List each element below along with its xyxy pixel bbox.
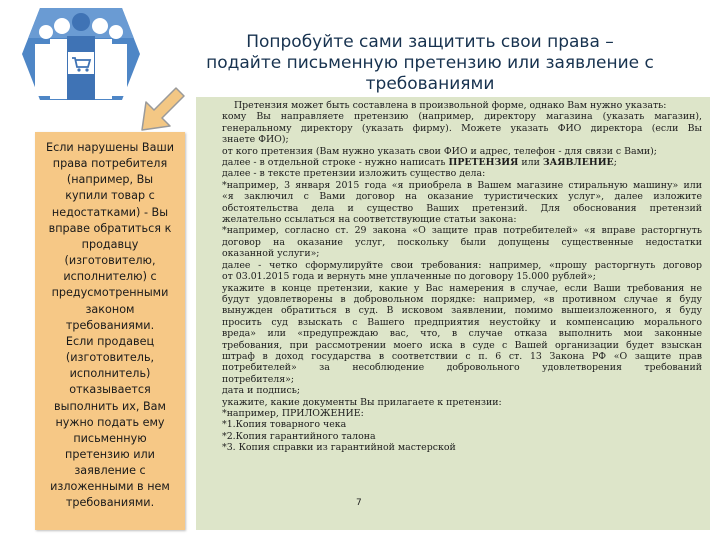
text-line: далее - четко сформулируйте свои требования: например, «прошу расторгнуть договор <box>222 259 702 271</box>
consumer-rights-info-box <box>35 132 185 530</box>
info-line: письменную <box>73 431 147 445</box>
text-line: кому Вы направляете претензию (например, директору магазина (указать магазин), <box>222 111 702 123</box>
info-line: продавцу <box>81 237 139 251</box>
info-line: законом <box>85 302 135 316</box>
text-line: от кого претензия (Вам нужно указать свои ФИО и адрес, телефон - для связи с Вами); <box>222 145 657 157</box>
info-line: вправе обратиться к <box>48 221 172 235</box>
text-line: потребителя»; <box>222 373 295 385</box>
info-line: (изготовитель, <box>65 351 155 365</box>
info-line: заявление с <box>74 464 146 478</box>
info-line: исполнителю) с <box>63 270 157 284</box>
title-line-3: требованиями <box>365 74 495 94</box>
info-line: нужно подать ему <box>55 415 165 429</box>
title-line-1: Попробуйте сами защитить свои права – <box>246 32 614 52</box>
text-line: *3. Копия справки из гарантийной мастерской <box>222 442 456 454</box>
claim-keyword: ПРЕТЕНЗИЯ <box>448 157 519 169</box>
text-line: вреда» или «предупреждаю вас, что, в случае отказа выполнить мои законные <box>222 328 702 340</box>
text-line: желательно ссылаться на соответствующие статьи закона: <box>222 214 517 226</box>
text-line: *например, ПРИЛОЖЕНИЕ: <box>222 407 364 419</box>
text-line: далее - в тексте претензии изложить существо дела: <box>222 168 486 180</box>
text-line: укажите в конце претензии, какие у Вас намерения в случае, если Ваши требования не <box>222 282 702 294</box>
text-line: знаете ФИО); <box>222 134 289 146</box>
text-line: потребителей» за несоблюдение добровольного удовлетворения требований <box>222 362 702 374</box>
info-line: права потребителя <box>52 157 168 171</box>
arrow-down-left-icon <box>136 84 188 136</box>
text-line: оказанной услуги»; <box>222 248 320 260</box>
text-line: будут удовлетворены в добровольном порядке: например, «в противном случае я буду <box>222 293 702 305</box>
claim-instructions-box <box>196 97 710 530</box>
info-line: отказывается <box>69 383 151 397</box>
text-line <box>222 157 702 168</box>
info-line: выполнить их, Вам <box>54 399 166 413</box>
info-line: исполнитель) <box>69 367 151 381</box>
text-line: обстоятельства дела и существо Ваших претензий. Для обоснования претензий <box>222 202 702 214</box>
text-line: укажите, какие документы Вы прилагаете к претензии: <box>222 396 502 408</box>
info-line: (например, Вы <box>66 173 154 187</box>
info-line: изложенными в нем <box>50 480 170 494</box>
text-line: *например, 3 января 2015 года «я приобрела в Вашем магазине стиральную машину» или <box>222 179 702 191</box>
text-fragment: далее - в отдельной строке - нужно написать <box>222 157 449 169</box>
text-line: генеральному директору (указать фирму). Можете указать ФИО директора (если Вы <box>222 122 702 134</box>
text-line: Претензия может быть составлена в произвольной форме, однако Вам нужно указать: <box>234 100 667 111</box>
text-line: просить суд взыскать с Вашего предприятия неустойку и компенсацию морального <box>222 316 702 328</box>
info-line: Если продавец <box>65 334 155 348</box>
page-number: 7 <box>356 498 362 508</box>
text-fragment: ; <box>613 157 617 169</box>
info-line: предусмотренными <box>51 286 169 300</box>
text-line: вынужден обратиться в суд. В исковом заявлении, помимо вышеизложенного, я буду <box>222 305 702 317</box>
text-line: *2.Копия гарантийного талона <box>222 430 376 442</box>
page-title <box>150 32 710 95</box>
info-line: недостатками) - Вы <box>51 205 169 219</box>
info-line: купили товар с <box>65 189 155 203</box>
title-line-2: подайте письменную претензию или заявление с <box>206 53 654 73</box>
text-line: договор на оказание услуг, поскольку были допущены существенные недостатки <box>222 236 702 248</box>
info-line: претензию или <box>65 447 155 461</box>
consumer-protection-logo-icon <box>22 8 140 100</box>
text-fragment: или <box>518 157 543 169</box>
statement-keyword: ЗАЯВЛЕНИЕ <box>542 157 614 169</box>
text-line: «я заключил с Вами договор на оказание туристических услуг», далее изложите <box>222 191 702 203</box>
info-line: Если нарушены Ваши <box>46 141 174 154</box>
info-line: (изготовителю, <box>64 254 156 268</box>
info-line: требованиями. <box>65 496 155 510</box>
text-line: штраф в доход государства в соответствии с п. 6 ст. 13 Закона РФ «О защите прав <box>222 350 702 362</box>
text-line: *1.Копия товарного чека <box>222 419 347 431</box>
text-line: дата и подпись; <box>222 385 301 397</box>
info-line: требованиями. <box>65 318 155 332</box>
text-line: от 03.01.2015 года и вернуть мне уплаченные по договору 15.000 рублей»; <box>222 271 596 283</box>
text-line: требования, при рассмотрении моего иска в суде с Вашей организации будет взыскан <box>222 339 702 351</box>
text-line: *например, согласно ст. 29 закона «О защите прав потребителей» «я вправе расторгнуть <box>222 225 702 237</box>
